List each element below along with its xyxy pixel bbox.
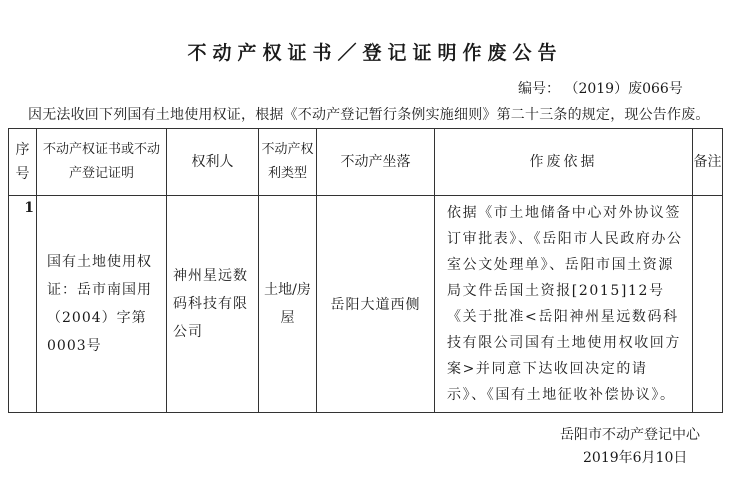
cell-seq [9, 196, 37, 413]
header-note: 备注 [693, 129, 723, 196]
header-location: 不动产坐落 [317, 129, 435, 196]
issue-date: 2019年6月10日 [583, 450, 688, 466]
right-type-text: 土地/房屋 [264, 282, 311, 326]
table-header-row [9, 129, 723, 196]
cell-certificate [37, 196, 167, 413]
cell-holder [167, 196, 259, 413]
certificate-text: 国有土地使用权证：岳市南国用（2004）字第0003号 [47, 254, 152, 354]
issuing-organization: 岳阳市不动产登记中心 [560, 427, 700, 443]
cell-note [693, 196, 723, 413]
intro-paragraph: 因无法收回下列国有土地使用权证，根据《不动产登记暂行条例实施细则》第二十三条的规定，现公告作废。 [28, 107, 710, 123]
holder-text: 神州星远数码科技有限公司 [173, 268, 248, 340]
header-right-type: 不动产权利类型 [259, 129, 317, 196]
page-title: 不动产权证书／登记证明作废公告 [187, 42, 563, 64]
header-seq: 序号 [9, 129, 37, 196]
header-certificate: 不动产权证书或不动产登记证明 [37, 129, 167, 196]
location-text: 岳阳大道西侧 [330, 297, 421, 313]
cell-right-type [259, 196, 317, 413]
header-basis: 作废依据 [435, 129, 693, 196]
cell-location [317, 196, 435, 413]
cancellation-table [8, 128, 723, 413]
header-holder: 权利人 [167, 129, 259, 196]
cell-basis [435, 196, 693, 413]
table-row [9, 196, 723, 413]
basis-text: 依据《市土地储备中心对外协议签订审批表》、《岳阳市人民政府办公室公文处理单》、岳阳市国土资源局文件岳国土资报[2015]12号《关于批准<岳阳神州星远数码科技有限公司国有土地使用权收回方案>并同意下达收回决定的请示》、《国有土地征收补偿协议》。 [447, 205, 683, 403]
document-number: 编号： （2019）废066号 [518, 81, 683, 97]
seq-number: 1 [24, 200, 34, 216]
